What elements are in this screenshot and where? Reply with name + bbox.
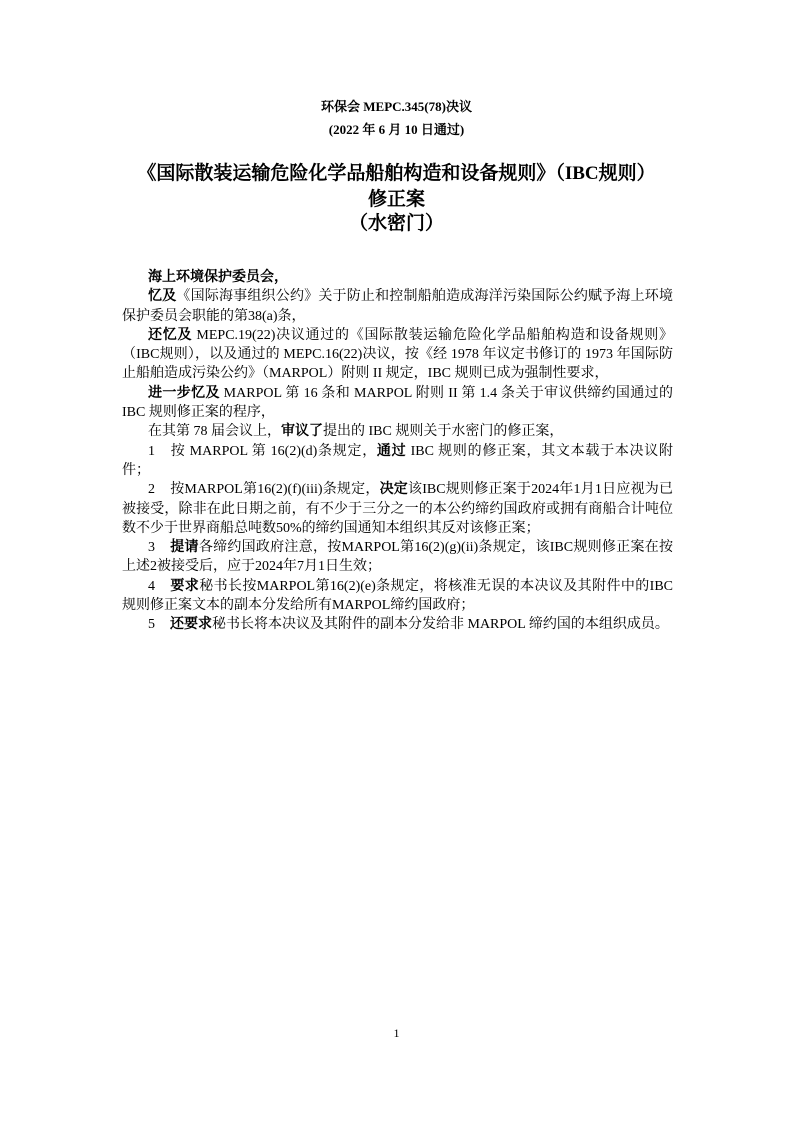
operative-paragraph xyxy=(122,538,673,577)
paragraph-number: 1 xyxy=(148,443,155,459)
paragraph-number: 3 xyxy=(148,540,155,556)
paragraph-text: MEPC.19(22)决议通过的《国际散装运输危险化学品船舶构造和设备规则》（IBC规则），以及通过的 MEPC.16(22)决议，按《经 1978 年议定书修订的 1973 年国际防止船舶造成污染公约》（MARPOL）附则 II 规定，IBC 规则已成为强制性要求， xyxy=(122,327,673,382)
paragraph-text: 按 MARPOL 第 16(2)(d)条规定， xyxy=(170,443,377,459)
paragraph-text: 各缔约国政府注意，按MARPOL第16(2)(g)(ii)条规定，该IBC规则修正案在按上述2被接受后，应于2024年7月1日生效； xyxy=(122,540,673,575)
adoption-date: (2022 年 6 月 10 日通过) xyxy=(328,122,465,137)
preamble-paragraph xyxy=(122,326,673,384)
paragraph-number: 2 xyxy=(148,482,155,498)
paragraph-text: IBC 规则的修正案，其文本载于本决议附件； xyxy=(122,443,673,478)
bold-lead-text: 进一步忆及 xyxy=(148,385,220,401)
bold-lead-text: 忆及 xyxy=(148,289,177,305)
operative-paragraph xyxy=(122,615,673,634)
bold-lead-text: 要求 xyxy=(170,578,200,594)
preamble-paragraph xyxy=(122,268,673,287)
bold-lead-text: 审议了 xyxy=(281,424,323,440)
paragraph-text: 《国际海事组织公约》关于防止和控制船舶造成海洋污染国际公约赋予海上环境保护委员会职能的第38(a)条， xyxy=(122,289,673,324)
preamble-paragraph xyxy=(122,287,673,326)
paragraph-text: 该IBC规则修正案于2024年1月1日应视为已被接受，除非在此日期之前，有不少于三分之一的本公约缔约国政府或拥有商船合计吨位数不少于世界商船总吨数50%的缔约国通知本组织其反对该修正案； xyxy=(122,482,673,536)
bold-lead-text: 通过 xyxy=(376,443,407,459)
paragraph-number: 5 xyxy=(148,617,155,633)
bold-lead-text: 还忆及 xyxy=(148,327,193,343)
paragraph-text: 秘书长将本决议及其附件的副本分发给非 MARPOL 缔约国的本组织成员。 xyxy=(212,617,669,633)
page-number: 1 xyxy=(393,1026,400,1040)
bold-lead-text: 提请 xyxy=(170,540,199,556)
resolution-body xyxy=(122,268,673,635)
preamble-paragraph xyxy=(122,422,673,441)
paragraph-number: 4 xyxy=(148,578,155,594)
operative-paragraph xyxy=(122,480,673,538)
resolution-number: 环保会 MEPC.345(78)决议 xyxy=(321,99,472,114)
document-title: 《国际散装运输危险化学品船舶构造和设备规则》（IBC规则） xyxy=(137,163,656,184)
paragraph-text: MARPOL 第 16 条和 MARPOL 附则 II 第 1.4 条关于审议供缔约国通过的 IBC 规则修正案的程序， xyxy=(122,385,674,421)
paragraph-text: 秘书长按MARPOL第16(2)(e)条规定，将核准无误的本决议及其附件中的IBC规则修正案文本的副本分发给所有MARPOL缔约国政府； xyxy=(122,578,673,614)
operative-paragraph xyxy=(122,442,673,481)
bold-lead-text: 还要求 xyxy=(170,617,212,633)
paragraph-text: 提出的 IBC 规则关于水密门的修正案， xyxy=(323,424,564,440)
bold-lead-text: 决定 xyxy=(379,482,409,498)
document-subtitle: 修正案 xyxy=(367,189,425,210)
bold-lead-text: 海上环境保护委员会， xyxy=(148,270,288,285)
paragraph-text: 按MARPOL第16(2)(f)(iii)条规定， xyxy=(170,482,380,498)
operative-paragraph xyxy=(122,577,673,616)
preamble-paragraph xyxy=(122,384,673,423)
document-topic: （水密门） xyxy=(348,213,444,234)
paragraph-text: 在其第 78 届会议上， xyxy=(148,424,281,440)
